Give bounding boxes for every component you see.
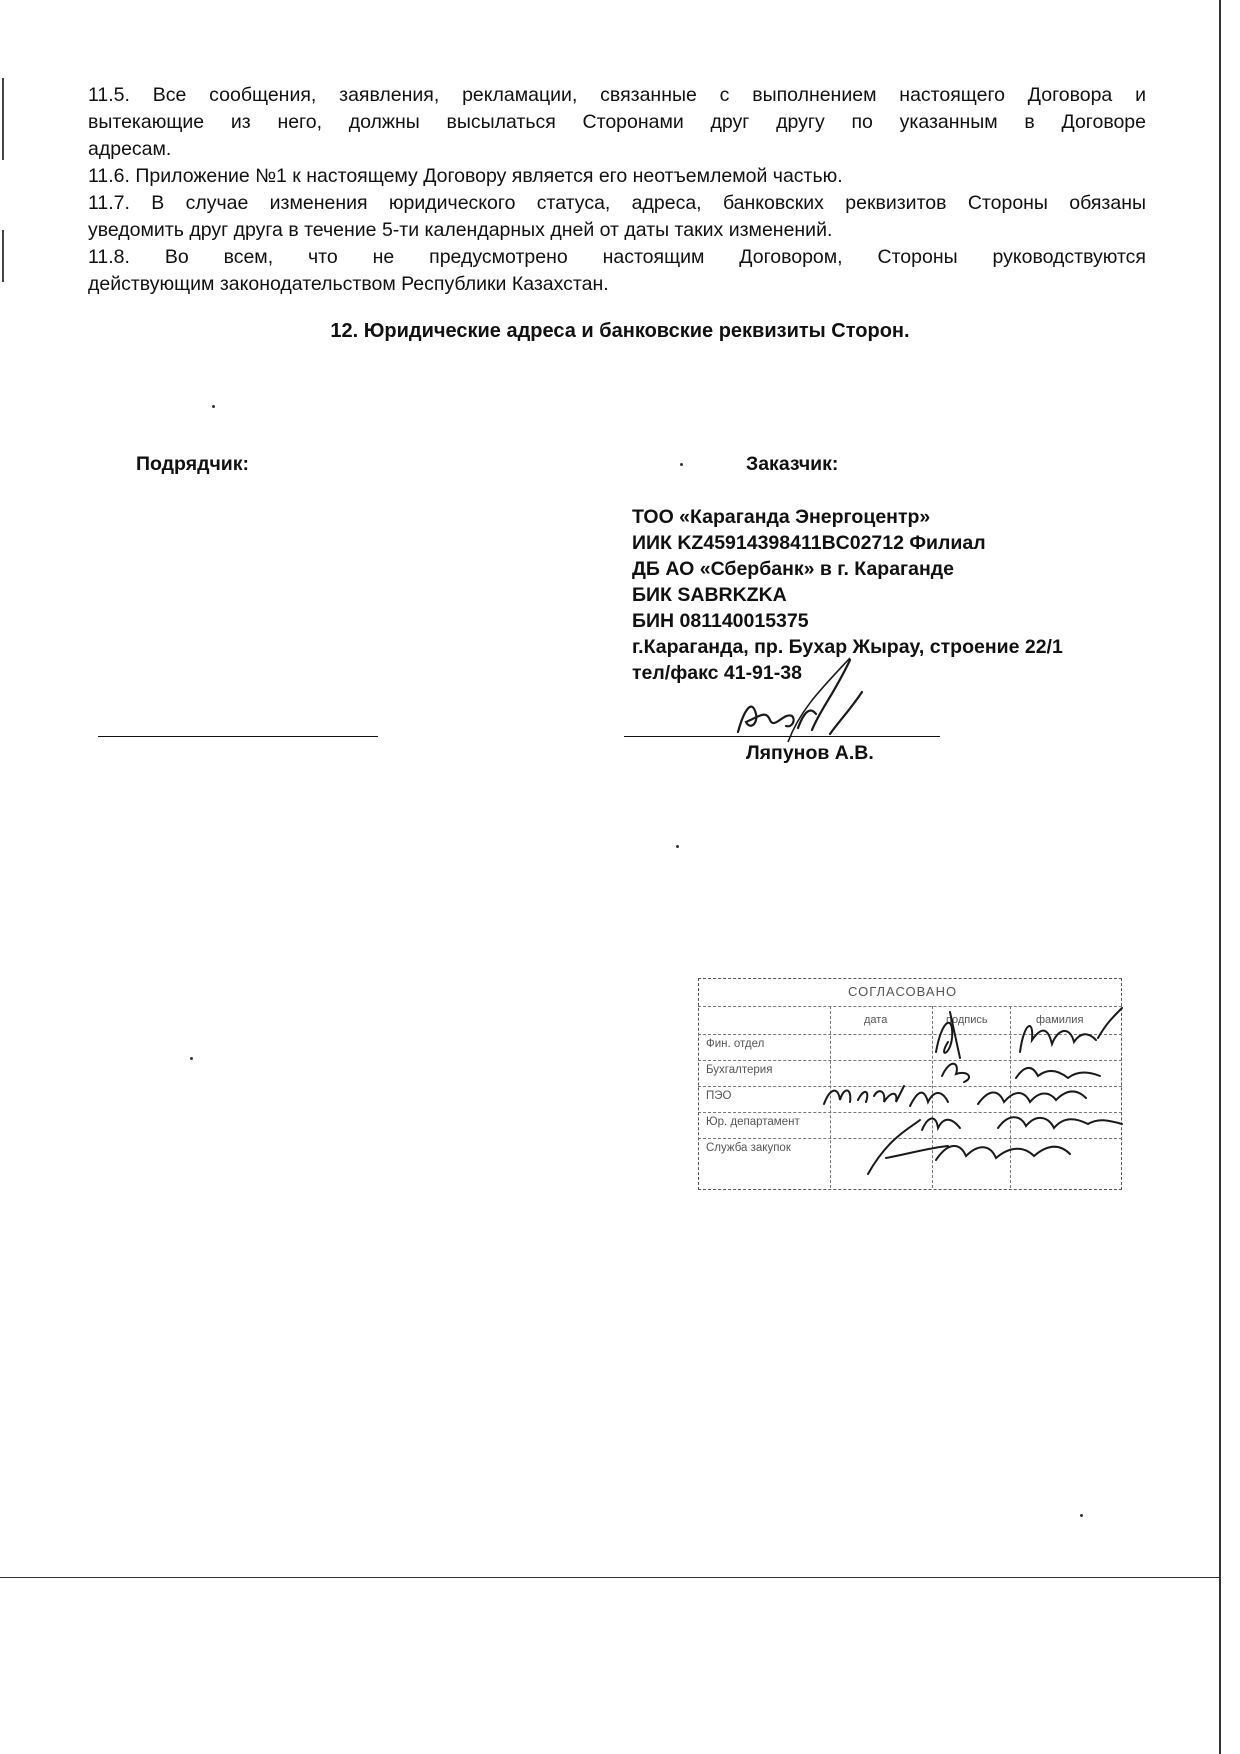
clause-line: адресам. — [88, 138, 172, 160]
customer-bik: БИК SABRKZKA — [632, 584, 787, 606]
scan-speck — [680, 463, 683, 466]
contractor-label: Подрядчик: — [136, 453, 250, 475]
stamp-title: СОГЛАСОВАНО — [848, 984, 958, 999]
scan-mark — [2, 78, 4, 160]
customer-bank: ДБ АО «Сбербанк» в г. Караганде — [632, 558, 955, 580]
customer-phone: тел/факс 41-91-38 — [632, 662, 802, 684]
stamp-row-label: Служба закупок — [706, 1142, 791, 1154]
clause-11-7 — [88, 190, 1146, 244]
approval-stamp — [698, 978, 1124, 1192]
scan-speck — [1080, 1514, 1083, 1517]
scan-speck — [190, 1057, 193, 1060]
stamp-column-date: дата — [864, 1014, 888, 1026]
scan-speck — [676, 845, 679, 848]
stamp-column-surname: фамилия — [1036, 1014, 1084, 1026]
clause-11-5 — [88, 82, 1146, 163]
clause-11-6 — [88, 163, 1146, 190]
clause-line: 11.7. В случае изменения юридического статуса, адреса, банковских реквизитов Стороны обязаны — [88, 192, 1146, 214]
signer-name: Ляпунов А.В. — [746, 742, 874, 764]
clause-line: 11.6. Приложение №1 к настоящему Договору является его неотъемлемой частью. — [88, 165, 843, 187]
stamp-row-label: Фин. отдел — [706, 1038, 765, 1050]
scan-edge — [1219, 0, 1221, 1754]
clause-line: 11.5. Все сообщения, заявления, рекламации, связанные с выполнением настоящего Договора и — [88, 84, 1146, 106]
stamp-column-signature: подпись — [946, 1014, 988, 1026]
customer-signature-line — [624, 736, 940, 737]
stamp-row-label: ПЭО — [706, 1090, 732, 1102]
clause-line: действующим законодательством Республики Казахстан. — [88, 273, 609, 295]
section-title: 12. Юридические адреса и банковские реквизиты Сторон. — [330, 320, 910, 342]
customer-bin: БИН 081140015375 — [632, 610, 809, 632]
scan-mark — [2, 230, 4, 282]
scan-edge — [0, 1577, 1220, 1578]
clause-line: вытекающие из него, должны высылаться Сторонами друг другу по указанным в Договоре — [88, 111, 1146, 133]
clauses-section — [88, 82, 1146, 298]
scan-speck — [212, 405, 215, 408]
clause-line: 11.8. Во всем, что не предусмотрено настоящим Договором, Стороны руководствуются — [88, 246, 1146, 268]
customer-address: г.Караганда, пр. Бухар Жырау, строение 22/1 — [632, 636, 1063, 658]
customer-iik: ИИК KZ45914398411BC02712 Филиал — [632, 532, 986, 554]
customer-label: Заказчик: — [746, 453, 839, 475]
clause-line: уведомить друг друга в течение 5-ти календарных дней от даты таких изменений. — [88, 219, 833, 241]
stamp-row-label: Юр. департамент — [706, 1116, 800, 1128]
customer-name: ТОО «Караганда Энергоцентр» — [632, 506, 931, 528]
stamp-handwriting — [698, 978, 1124, 1192]
handwritten-signature — [700, 650, 900, 746]
stamp-row-label: Бухгалтерия — [706, 1064, 773, 1076]
clause-11-8 — [88, 244, 1146, 298]
contractor-signature-line — [98, 736, 378, 737]
